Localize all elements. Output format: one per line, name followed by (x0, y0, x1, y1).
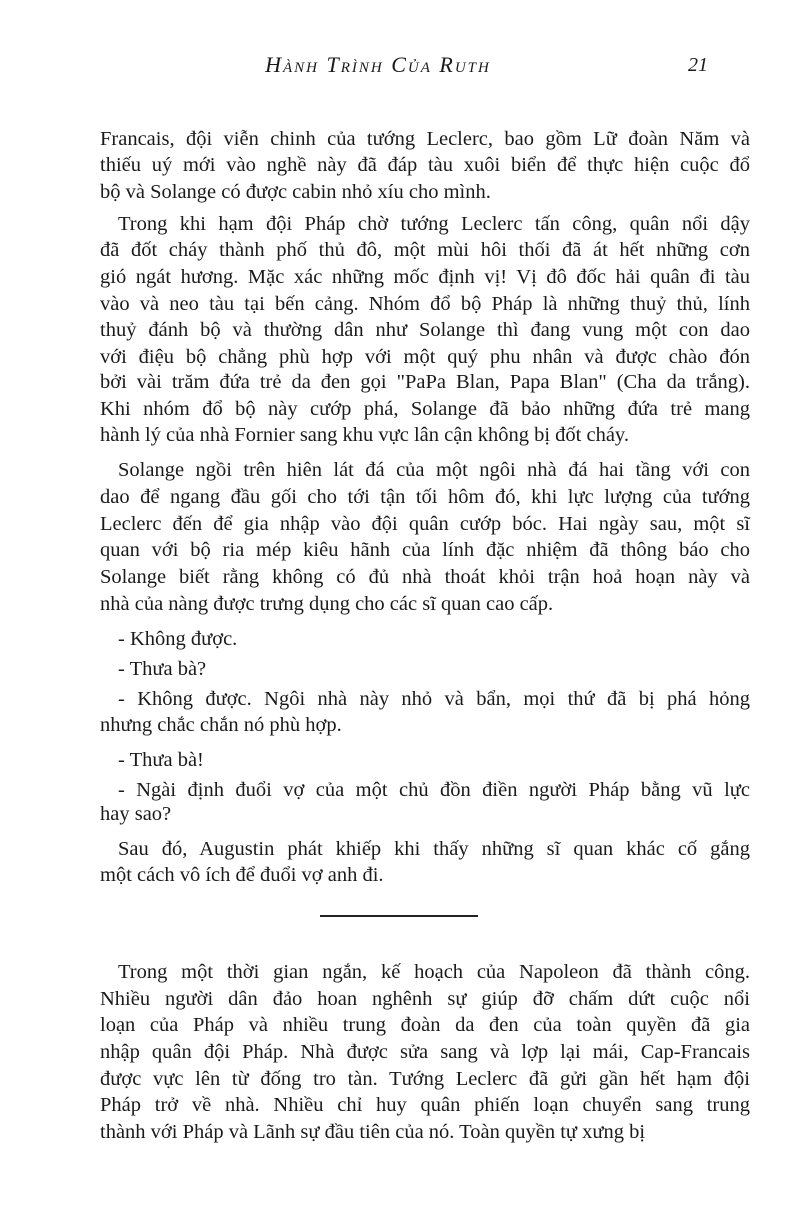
text-line: Trong một thời gian ngắn, kế hoạch của Napoleon đã thành công. (118, 961, 750, 983)
text-line: - Không được. (118, 628, 238, 650)
text-line: Sau đó, Augustin phát khiếp khi thấy những sĩ quan khác cố gắng (118, 838, 750, 860)
text-line: hay sao? (100, 803, 172, 825)
text-line: - Không được. Ngôi nhà này nhỏ và bẩn, mọi thứ đã bị phá hỏng (118, 688, 750, 710)
page-number: 21 (688, 54, 708, 76)
text-line: đã đốt cháy thành phố thủ đô, một mùi hôi thối đã át hết những cơn (100, 239, 750, 261)
section-divider (320, 915, 478, 917)
text-line: thuỷ đánh bộ và thường dân như Solange thì đang vung một con dao (100, 319, 750, 341)
text-line: Francais, đội viễn chinh của tướng Leclerc, bao gồm Lữ đoàn Năm và (100, 128, 750, 150)
book-title: Hành Trình Của Ruth (265, 52, 491, 77)
text-line: loạn của Pháp và nhiều trung đoàn da đen của toàn quyền đã gia (100, 1014, 750, 1036)
text-line: dao để ngang đầu gối cho tới tận tối hôm đó, khi lực lượng của tướng (100, 486, 750, 508)
text-line: nhà của nàng được trưng dụng cho các sĩ quan cao cấp. (100, 593, 554, 615)
text-line: - Ngài định đuổi vợ của một chủ đồn điền người Pháp bằng vũ lực (118, 779, 750, 801)
text-line: hành lý của nhà Fornier sang khu vực lân cận không bị đốt cháy. (100, 424, 629, 446)
text-line: - Thưa bà? (118, 658, 207, 680)
running-header (0, 52, 800, 82)
text-line: thiếu uý mới vào nghề này đã đáp tàu xuôi biển để thực hiện cuộc đổ (100, 154, 750, 176)
text-line: với điệu bộ chẳng phù hợp với một quý phu nhân và được chào đón (100, 346, 750, 368)
text-line: được vực lên từ đống tro tàn. Tướng Leclerc đã gửi gần hết hạm đội (100, 1068, 750, 1090)
text-line: vào và neo tàu tại bến cảng. Nhóm đổ bộ Pháp là những thuỷ thủ, lính (100, 293, 750, 315)
text-line: Khi nhóm đổ bộ này cướp phá, Solange đã bảo những đứa trẻ mang (100, 398, 750, 420)
text-line: một cách vô ích để đuổi vợ anh đi. (100, 864, 384, 886)
text-line: gió ngát hương. Mặc xác những mốc định vị! Vị đô đốc hải quân đi tàu (100, 266, 750, 288)
text-line: quan với bộ ria mép kiêu hãnh của lính đặc nhiệm đã thông báo cho (100, 539, 750, 561)
text-line: Solange ngồi trên hiên lát đá của một ngôi nhà đá hai tầng với con (118, 459, 750, 481)
text-line: nhưng chắc chắn nó phù hợp. (100, 714, 342, 736)
text-line: Nhiều người dân đảo hoan nghênh sự giúp đỡ chấm dứt cuộc nổi (100, 988, 750, 1010)
text-line: thành với Pháp và Lãnh sự đầu tiên của nó. Toàn quyền tự xưng bị (100, 1121, 646, 1143)
text-line: - Thưa bà! (118, 749, 204, 771)
text-line: bởi vài trăm đứa trẻ da đen gọi "PaPa Blan, Papa Blan" (Cha da trắng). (100, 371, 750, 393)
text-line: bộ và Solange có được cabin nhỏ xíu cho mình. (100, 181, 491, 203)
text-line: Pháp trở về nhà. Nhiều chỉ huy quân phiến loạn chuyển sang trung (100, 1094, 750, 1116)
text-line: Trong khi hạm đội Pháp chờ tướng Leclerc tấn công, quân nổi dậy (118, 213, 750, 235)
text-line: Leclerc đến để gia nhập vào đội quân cướp bóc. Hai ngày sau, một sĩ (100, 513, 750, 535)
text-line: Solange biết rằng không có đủ nhà thoát khỏi trận hoả hoạn này và (100, 566, 750, 588)
text-line: nhập quân đội Pháp. Nhà được sửa sang và lợp lại mái, Cap-Francais (100, 1041, 750, 1063)
